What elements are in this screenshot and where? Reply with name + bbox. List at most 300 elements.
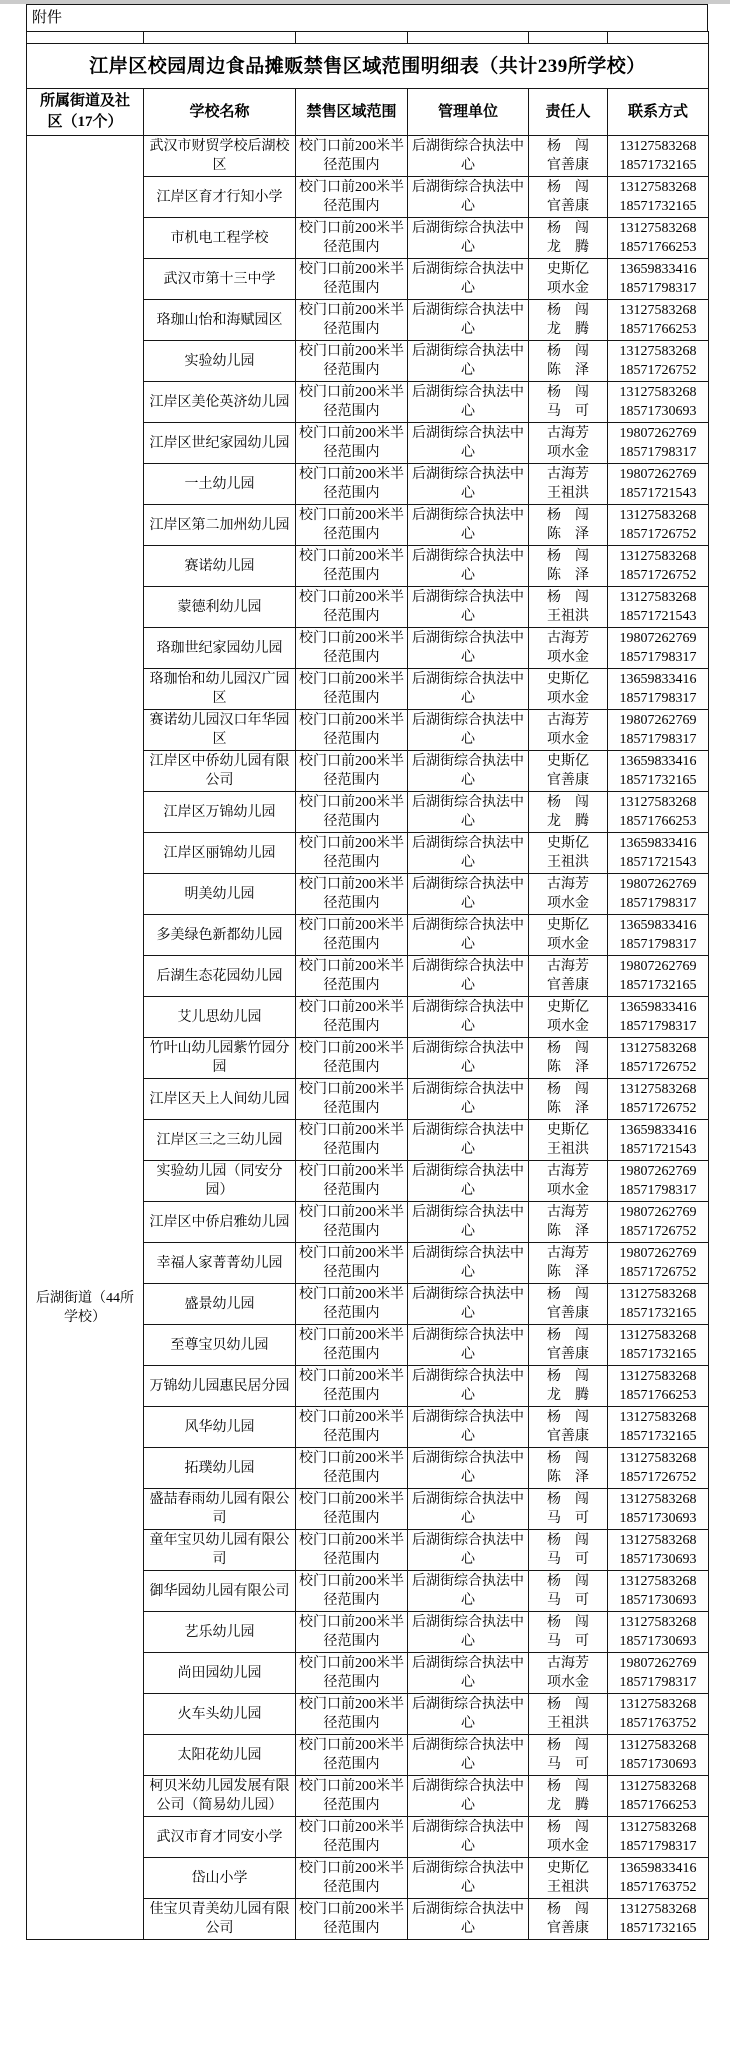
area-cell: 校门口前200米半径范围内 — [296, 1489, 408, 1530]
spacer-cell — [608, 32, 709, 44]
school-table-body — [27, 32, 709, 1940]
person-name: 杨 闯 — [547, 221, 589, 236]
header-row — [27, 89, 709, 136]
phone-number: 13659833416 — [619, 1861, 697, 1876]
phone-cell — [608, 587, 709, 628]
area-cell: 校门口前200米半径范围内 — [296, 300, 408, 341]
school-name-cell: 江岸区丽锦幼儿园 — [144, 833, 296, 874]
person-name: 项水金 — [547, 937, 589, 952]
phone-number: 18571766253 — [619, 240, 697, 255]
person-name: 杨 闯 — [547, 180, 589, 195]
person-name: 杨 闯 — [547, 1041, 589, 1056]
phone-number: 18571732165 — [619, 1306, 697, 1321]
phone-number: 18571721543 — [619, 486, 697, 501]
area-cell: 校门口前200米半径范围内 — [296, 136, 408, 177]
phone-number: 18571766253 — [619, 322, 697, 337]
phone-number: 19807262769 — [619, 959, 697, 974]
person-cell — [529, 751, 608, 792]
unit-cell: 后湖街综合执法中心 — [408, 628, 529, 669]
table-row — [27, 136, 709, 177]
col-header-street: 所属街道及社区（17个） — [27, 89, 144, 136]
area-cell: 校门口前200米半径范围内 — [296, 710, 408, 751]
phone-cell — [608, 382, 709, 423]
person-cell — [529, 382, 608, 423]
unit-cell: 后湖街综合执法中心 — [408, 1366, 529, 1407]
phone-number: 13659833416 — [619, 754, 697, 769]
phone-number: 18571726752 — [619, 568, 697, 583]
school-name-cell: 实验幼儿园 — [144, 341, 296, 382]
person-cell — [529, 341, 608, 382]
unit-cell: 后湖街综合执法中心 — [408, 1284, 529, 1325]
person-cell — [529, 1530, 608, 1571]
person-cell — [529, 1325, 608, 1366]
school-name-cell: 后湖生态花园幼儿园 — [144, 956, 296, 997]
person-name: 史斯亿 — [547, 836, 589, 851]
person-cell — [529, 1694, 608, 1735]
unit-cell: 后湖街综合执法中心 — [408, 587, 529, 628]
street-label: 后湖街道（44所学校） — [36, 1290, 134, 1325]
school-name-cell: 幸福人家菁菁幼儿园 — [144, 1243, 296, 1284]
area-cell: 校门口前200米半径范围内 — [296, 546, 408, 587]
phone-cell — [608, 1284, 709, 1325]
phone-number: 13127583268 — [619, 1451, 697, 1466]
phone-cell — [608, 833, 709, 874]
phone-number: 18571732165 — [619, 978, 697, 993]
unit-cell: 后湖街综合执法中心 — [408, 833, 529, 874]
phone-number: 19807262769 — [619, 1205, 697, 1220]
unit-cell: 后湖街综合执法中心 — [408, 341, 529, 382]
phone-number: 18571763752 — [619, 1880, 697, 1895]
person-cell — [529, 1161, 608, 1202]
phone-number: 19807262769 — [619, 877, 697, 892]
area-cell: 校门口前200米半径范围内 — [296, 1243, 408, 1284]
person-cell — [529, 177, 608, 218]
phone-number: 13127583268 — [619, 1697, 697, 1712]
unit-cell: 后湖街综合执法中心 — [408, 464, 529, 505]
person-cell — [529, 1817, 608, 1858]
person-name: 项水金 — [547, 691, 589, 706]
phone-cell — [608, 710, 709, 751]
person-name: 杨 闯 — [547, 1369, 589, 1384]
person-name: 杨 闯 — [547, 1533, 589, 1548]
area-cell: 校门口前200米半径范围内 — [296, 341, 408, 382]
school-name-cell: 火车头幼儿园 — [144, 1694, 296, 1735]
person-cell — [529, 628, 608, 669]
person-name: 王祖洪 — [547, 1142, 589, 1157]
phone-number: 13659833416 — [619, 836, 697, 851]
person-name: 王祖洪 — [547, 1716, 589, 1731]
unit-cell: 后湖街综合执法中心 — [408, 1571, 529, 1612]
col-header-unit: 管理单位 — [408, 89, 529, 136]
person-cell — [529, 833, 608, 874]
school-name-cell: 御华园幼儿园有限公司 — [144, 1571, 296, 1612]
person-name: 官善康 — [547, 158, 589, 173]
person-cell — [529, 1202, 608, 1243]
school-name-cell: 江岸区三之三幼儿园 — [144, 1120, 296, 1161]
person-name: 史斯亿 — [547, 672, 589, 687]
phone-cell — [608, 136, 709, 177]
phone-number: 18571798317 — [619, 1675, 697, 1690]
col-header-school: 学校名称 — [144, 89, 296, 136]
spacer-cell — [296, 32, 408, 44]
phone-number: 18571798317 — [619, 732, 697, 747]
phone-cell — [608, 1489, 709, 1530]
person-cell — [529, 1079, 608, 1120]
phone-number: 13659833416 — [619, 918, 697, 933]
unit-cell: 后湖街综合执法中心 — [408, 382, 529, 423]
area-cell: 校门口前200米半径范围内 — [296, 1694, 408, 1735]
col-header-person: 责任人 — [529, 89, 608, 136]
school-name-cell: 江岸区万锦幼儿园 — [144, 792, 296, 833]
school-name-cell: 实验幼儿园（同安分园） — [144, 1161, 296, 1202]
phone-cell — [608, 874, 709, 915]
unit-cell: 后湖街综合执法中心 — [408, 1325, 529, 1366]
unit-cell: 后湖街综合执法中心 — [408, 1407, 529, 1448]
person-name: 杨 闯 — [547, 1492, 589, 1507]
area-cell: 校门口前200米半径范围内 — [296, 833, 408, 874]
person-cell — [529, 300, 608, 341]
area-cell: 校门口前200米半径范围内 — [296, 177, 408, 218]
school-name-cell: 竹叶山幼儿园紫竹园分园 — [144, 1038, 296, 1079]
phone-number: 19807262769 — [619, 426, 697, 441]
phone-number: 18571798317 — [619, 281, 697, 296]
phone-cell — [608, 1407, 709, 1448]
area-cell: 校门口前200米半径范围内 — [296, 423, 408, 464]
phone-cell — [608, 1366, 709, 1407]
phone-number: 13127583268 — [619, 1533, 697, 1548]
phone-number: 13127583268 — [619, 1328, 697, 1343]
person-name: 官善康 — [547, 1347, 589, 1362]
unit-cell: 后湖街综合执法中心 — [408, 1161, 529, 1202]
phone-cell — [608, 997, 709, 1038]
school-name-cell: 珞珈山怡和海赋园区 — [144, 300, 296, 341]
phone-number: 19807262769 — [619, 631, 697, 646]
table-title: 江岸区校园周边食品摊贩禁售区域范围明细表（共计239所学校） — [27, 44, 709, 89]
person-name: 陈 泽 — [547, 527, 589, 542]
school-name-cell: 江岸区第二加州幼儿园 — [144, 505, 296, 546]
phone-cell — [608, 751, 709, 792]
phone-cell — [608, 218, 709, 259]
person-name: 杨 闯 — [547, 1287, 589, 1302]
person-cell — [529, 956, 608, 997]
spacer-cell — [144, 32, 296, 44]
person-name: 项水金 — [547, 281, 589, 296]
school-name-cell: 武汉市财贸学校后湖校区 — [144, 136, 296, 177]
phone-number: 13127583268 — [619, 221, 697, 236]
area-cell: 校门口前200米半径范围内 — [296, 1202, 408, 1243]
area-cell: 校门口前200米半径范围内 — [296, 751, 408, 792]
area-cell: 校门口前200米半径范围内 — [296, 1899, 408, 1940]
phone-number: 18571721543 — [619, 609, 697, 624]
phone-number: 18571726752 — [619, 1224, 697, 1239]
phone-number: 18571726752 — [619, 1101, 697, 1116]
person-cell — [529, 505, 608, 546]
phone-cell — [608, 1120, 709, 1161]
phone-cell — [608, 300, 709, 341]
unit-cell: 后湖街综合执法中心 — [408, 1776, 529, 1817]
school-name-cell: 江岸区天上人间幼儿园 — [144, 1079, 296, 1120]
area-cell: 校门口前200米半径范围内 — [296, 1530, 408, 1571]
area-cell: 校门口前200米半径范围内 — [296, 1407, 408, 1448]
area-cell: 校门口前200米半径范围内 — [296, 669, 408, 710]
area-cell: 校门口前200米半径范围内 — [296, 1858, 408, 1899]
phone-cell — [608, 1243, 709, 1284]
unit-cell: 后湖街综合执法中心 — [408, 1038, 529, 1079]
person-cell — [529, 1407, 608, 1448]
person-name: 龙 腾 — [547, 322, 589, 337]
phone-cell — [608, 1735, 709, 1776]
unit-cell: 后湖街综合执法中心 — [408, 1735, 529, 1776]
unit-cell: 后湖街综合执法中心 — [408, 546, 529, 587]
person-cell — [529, 1612, 608, 1653]
unit-cell: 后湖街综合执法中心 — [408, 751, 529, 792]
phone-number: 13127583268 — [619, 590, 697, 605]
area-cell: 校门口前200米半径范围内 — [296, 956, 408, 997]
person-name: 陈 泽 — [547, 568, 589, 583]
person-name: 项水金 — [547, 732, 589, 747]
person-cell — [529, 1284, 608, 1325]
school-name-cell: 武汉市第十三中学 — [144, 259, 296, 300]
person-cell — [529, 218, 608, 259]
unit-cell: 后湖街综合执法中心 — [408, 997, 529, 1038]
person-name: 马 可 — [547, 1511, 589, 1526]
person-name: 官善康 — [547, 773, 589, 788]
area-cell: 校门口前200米半径范围内 — [296, 1120, 408, 1161]
person-name: 项水金 — [547, 445, 589, 460]
phone-cell — [608, 341, 709, 382]
person-cell — [529, 259, 608, 300]
phone-number: 13127583268 — [619, 139, 697, 154]
person-name: 古海芳 — [547, 1164, 589, 1179]
phone-number: 18571732165 — [619, 1921, 697, 1936]
person-cell — [529, 136, 608, 177]
person-name: 马 可 — [547, 1593, 589, 1608]
area-cell: 校门口前200米半径范围内 — [296, 259, 408, 300]
phone-number: 18571798317 — [619, 1839, 697, 1854]
unit-cell: 后湖街综合执法中心 — [408, 1448, 529, 1489]
area-cell: 校门口前200米半径范围内 — [296, 587, 408, 628]
unit-cell: 后湖街综合执法中心 — [408, 1858, 529, 1899]
phone-number: 13659833416 — [619, 1000, 697, 1015]
area-cell: 校门口前200米半径范围内 — [296, 1571, 408, 1612]
person-name: 杨 闯 — [547, 1328, 589, 1343]
person-name: 项水金 — [547, 1839, 589, 1854]
school-name-cell: 至尊宝贝幼儿园 — [144, 1325, 296, 1366]
person-cell — [529, 1489, 608, 1530]
phone-number: 19807262769 — [619, 1164, 697, 1179]
col-header-area: 禁售区域范围 — [296, 89, 408, 136]
unit-cell: 后湖街综合执法中心 — [408, 1653, 529, 1694]
person-name: 龙 腾 — [547, 1388, 589, 1403]
area-cell: 校门口前200米半径范围内 — [296, 628, 408, 669]
phone-number: 13127583268 — [619, 1820, 697, 1835]
phone-number: 18571726752 — [619, 1470, 697, 1485]
school-name-cell: 蒙德利幼儿园 — [144, 587, 296, 628]
phone-number: 18571798317 — [619, 445, 697, 460]
area-cell: 校门口前200米半径范围内 — [296, 382, 408, 423]
person-cell — [529, 1243, 608, 1284]
person-name: 陈 泽 — [547, 1470, 589, 1485]
person-name: 杨 闯 — [547, 1574, 589, 1589]
school-name-cell: 武汉市育才同安小学 — [144, 1817, 296, 1858]
phone-number: 18571798317 — [619, 937, 697, 952]
unit-cell: 后湖街综合执法中心 — [408, 956, 529, 997]
phone-number: 18571730693 — [619, 1552, 697, 1567]
phone-number: 18571726752 — [619, 527, 697, 542]
person-name: 杨 闯 — [547, 139, 589, 154]
person-name: 龙 腾 — [547, 1798, 589, 1813]
area-cell: 校门口前200米半径范围内 — [296, 997, 408, 1038]
person-name: 杨 闯 — [547, 1451, 589, 1466]
phone-cell — [608, 1530, 709, 1571]
person-cell — [529, 1858, 608, 1899]
area-cell: 校门口前200米半径范围内 — [296, 1612, 408, 1653]
unit-cell: 后湖街综合执法中心 — [408, 505, 529, 546]
person-name: 龙 腾 — [547, 814, 589, 829]
person-cell — [529, 423, 608, 464]
area-cell: 校门口前200米半径范围内 — [296, 1735, 408, 1776]
person-name: 马 可 — [547, 404, 589, 419]
unit-cell: 后湖街综合执法中心 — [408, 1489, 529, 1530]
area-cell: 校门口前200米半径范围内 — [296, 1284, 408, 1325]
area-cell: 校门口前200米半径范围内 — [296, 1448, 408, 1489]
spacer-cell — [529, 32, 608, 44]
unit-cell: 后湖街综合执法中心 — [408, 1243, 529, 1284]
area-cell: 校门口前200米半径范围内 — [296, 1079, 408, 1120]
person-cell — [529, 1038, 608, 1079]
person-name: 马 可 — [547, 1552, 589, 1567]
person-name: 王祖洪 — [547, 486, 589, 501]
school-name-cell: 尚田园幼儿园 — [144, 1653, 296, 1694]
person-name: 王祖洪 — [547, 1880, 589, 1895]
area-cell: 校门口前200米半径范围内 — [296, 1776, 408, 1817]
area-cell: 校门口前200米半径范围内 — [296, 1366, 408, 1407]
school-name-cell: 盛喆春雨幼儿园有限公司 — [144, 1489, 296, 1530]
person-cell — [529, 915, 608, 956]
phone-number: 18571721543 — [619, 855, 697, 870]
phone-number: 13127583268 — [619, 1902, 697, 1917]
school-name-cell: 艺乐幼儿园 — [144, 1612, 296, 1653]
phone-number: 18571726752 — [619, 363, 697, 378]
phone-number: 13127583268 — [619, 344, 697, 359]
school-name-cell: 一土幼儿园 — [144, 464, 296, 505]
person-name: 官善康 — [547, 1429, 589, 1444]
phone-number: 13127583268 — [619, 1041, 697, 1056]
phone-number: 18571732165 — [619, 773, 697, 788]
person-name: 杨 闯 — [547, 1410, 589, 1425]
school-name-cell: 珞珈怡和幼儿园汉广园区 — [144, 669, 296, 710]
phone-number: 18571732165 — [619, 1429, 697, 1444]
area-cell: 校门口前200米半径范围内 — [296, 1325, 408, 1366]
person-cell — [529, 1448, 608, 1489]
phone-cell — [608, 1653, 709, 1694]
unit-cell: 后湖街综合执法中心 — [408, 300, 529, 341]
person-cell — [529, 1735, 608, 1776]
person-name: 古海芳 — [547, 877, 589, 892]
person-cell — [529, 710, 608, 751]
phone-number: 18571798317 — [619, 896, 697, 911]
unit-cell: 后湖街综合执法中心 — [408, 1120, 529, 1161]
person-name: 古海芳 — [547, 467, 589, 482]
phone-number: 13127583268 — [619, 1779, 697, 1794]
phone-number: 19807262769 — [619, 1656, 697, 1671]
phone-cell — [608, 628, 709, 669]
person-name: 马 可 — [547, 1757, 589, 1772]
unit-cell: 后湖街综合执法中心 — [408, 1694, 529, 1735]
person-name: 杨 闯 — [547, 549, 589, 564]
phone-number: 18571726752 — [619, 1265, 697, 1280]
school-name-cell: 拓璞幼儿园 — [144, 1448, 296, 1489]
unit-cell: 后湖街综合执法中心 — [408, 1899, 529, 1940]
person-cell — [529, 1653, 608, 1694]
unit-cell: 后湖街综合执法中心 — [408, 218, 529, 259]
unit-cell: 后湖街综合执法中心 — [408, 1202, 529, 1243]
school-name-cell: 江岸区中侨幼儿园有限公司 — [144, 751, 296, 792]
person-name: 王祖洪 — [547, 609, 589, 624]
phone-cell — [608, 1325, 709, 1366]
unit-cell: 后湖街综合执法中心 — [408, 669, 529, 710]
school-name-cell: 赛诺幼儿园汉口年华园区 — [144, 710, 296, 751]
phone-number: 13127583268 — [619, 1287, 697, 1302]
person-name: 史斯亿 — [547, 918, 589, 933]
phone-number: 18571730693 — [619, 1757, 697, 1772]
person-cell — [529, 1899, 608, 1940]
phone-number: 13127583268 — [619, 508, 697, 523]
unit-cell: 后湖街综合执法中心 — [408, 1079, 529, 1120]
person-name: 项水金 — [547, 896, 589, 911]
unit-cell: 后湖街综合执法中心 — [408, 792, 529, 833]
person-name: 古海芳 — [547, 713, 589, 728]
area-cell: 校门口前200米半径范围内 — [296, 874, 408, 915]
school-name-cell: 赛诺幼儿园 — [144, 546, 296, 587]
area-cell: 校门口前200米半径范围内 — [296, 218, 408, 259]
person-name: 古海芳 — [547, 1205, 589, 1220]
school-name-cell: 盛景幼儿园 — [144, 1284, 296, 1325]
area-cell: 校门口前200米半径范围内 — [296, 1038, 408, 1079]
area-cell: 校门口前200米半径范围内 — [296, 915, 408, 956]
unit-cell: 后湖街综合执法中心 — [408, 423, 529, 464]
phone-number: 13659833416 — [619, 262, 697, 277]
area-cell: 校门口前200米半径范围内 — [296, 792, 408, 833]
school-name-cell: 江岸区美伦英济幼儿园 — [144, 382, 296, 423]
person-name: 龙 腾 — [547, 240, 589, 255]
person-name: 史斯亿 — [547, 262, 589, 277]
person-cell — [529, 1571, 608, 1612]
phone-number: 18571798317 — [619, 1183, 697, 1198]
person-name: 古海芳 — [547, 426, 589, 441]
phone-number: 13127583268 — [619, 795, 697, 810]
phone-number: 13127583268 — [619, 1082, 697, 1097]
phone-number: 13127583268 — [619, 1369, 697, 1384]
person-cell — [529, 874, 608, 915]
phone-number: 18571732165 — [619, 158, 697, 173]
phone-number: 19807262769 — [619, 713, 697, 728]
person-name: 史斯亿 — [547, 1861, 589, 1876]
person-cell — [529, 792, 608, 833]
school-name-cell: 佳宝贝青美幼儿园有限公司 — [144, 1899, 296, 1940]
phone-cell — [608, 505, 709, 546]
person-name: 史斯亿 — [547, 1000, 589, 1015]
area-cell: 校门口前200米半径范围内 — [296, 1817, 408, 1858]
person-name: 史斯亿 — [547, 754, 589, 769]
phone-number: 18571730693 — [619, 1634, 697, 1649]
phone-cell — [608, 1571, 709, 1612]
phone-number: 13127583268 — [619, 303, 697, 318]
phone-cell — [608, 1858, 709, 1899]
street-merged-cell — [27, 136, 144, 1940]
document-body — [26, 4, 708, 1940]
phone-number: 18571798317 — [619, 691, 697, 706]
